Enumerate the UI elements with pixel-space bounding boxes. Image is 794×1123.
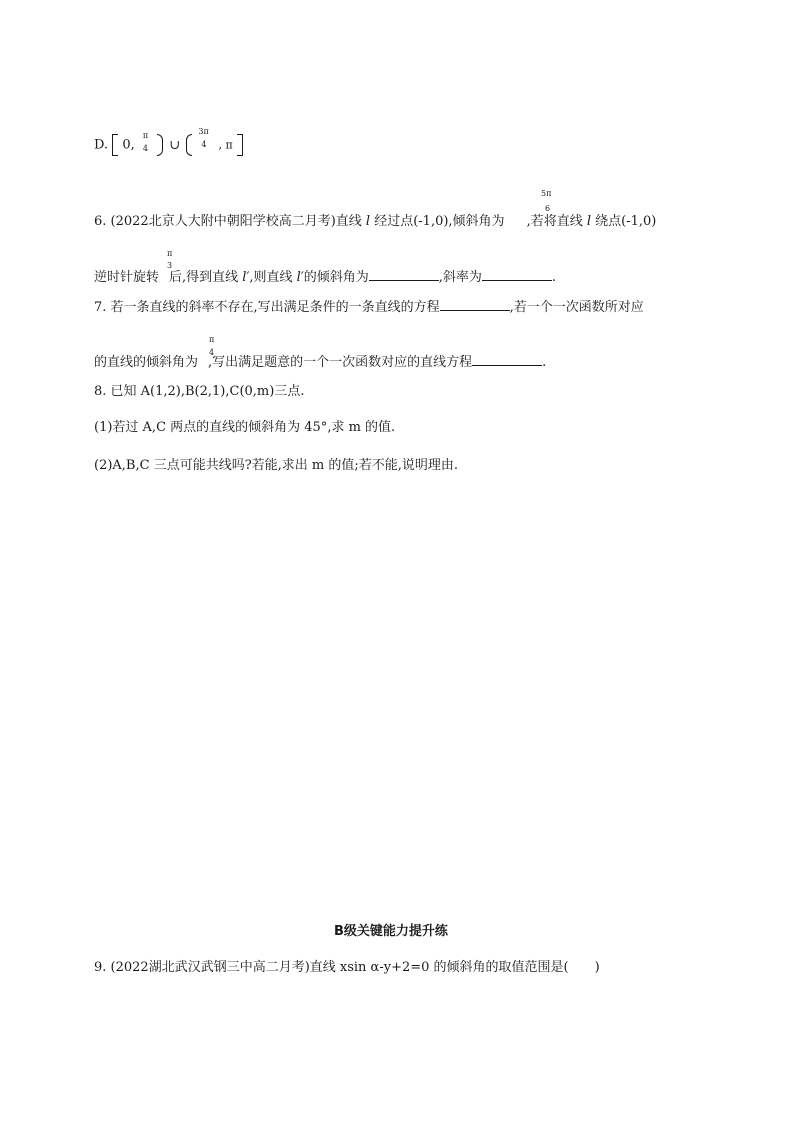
q8-part1: (1)若过 A,C 两点的直线的倾斜角为 45°,求 m 的值. <box>94 420 396 435</box>
answer-blank-slope[interactable] <box>482 279 552 281</box>
q9-stem: 9. (2022湖北武汉武钢三中高二月考)直线 xsin α-y+2=0 的倾斜角的取值范围是( ) <box>94 960 600 975</box>
q7-fraction-pi-4: π 4 <box>209 335 215 357</box>
q7-line2: 的直线的倾斜角为 ,写出满足题意的一个一次函数对应的直线方程 . <box>94 355 547 370</box>
q5-option-d <box>94 127 243 158</box>
q8-stem: 8. 已知 A(1,2),B(2,1),C(0,m)三点. <box>94 384 305 399</box>
answer-blank-equation-1[interactable] <box>440 309 510 311</box>
left-bracket-icon <box>112 134 118 156</box>
union-symbol: ∪ <box>169 137 181 153</box>
interval-end: , π <box>218 138 233 152</box>
right-paren-icon <box>157 134 163 156</box>
option-label: D. <box>94 137 109 153</box>
answer-blank-equation-2[interactable] <box>472 364 542 366</box>
q6-fraction-5pi-6: 5π 6 <box>541 189 552 213</box>
interval-start: 0, <box>122 137 135 153</box>
q7-line1: 7. 若一条直线的斜率不存在,写出满足条件的一条直线的方程 ,若一个一次函数所对应 <box>94 300 644 315</box>
q6-fraction-pi-3: π 3 <box>167 249 173 270</box>
section-b-title: B级关键能力提升练 <box>334 924 448 939</box>
answer-blank-angle[interactable] <box>369 279 439 281</box>
q8-part2: (2)A,B,C 三点可能共线吗?若能,求出 m 的值;若不能,说明理由. <box>94 458 459 473</box>
q6-line1: 6. (2022北京人大附中朝阳学校高二月考)直线 l 经过点(-1,0),倾斜角为 ,若将直线 l 绕点(-1,0) <box>94 214 657 229</box>
right-bracket-icon <box>237 134 243 156</box>
q6-line2: 逆时针旋转 后,得到直线 l′,则直线 l′的倾斜角为 ,斜率为 . <box>94 270 557 285</box>
fraction-3pi-over-4: 3π 4 <box>198 127 209 149</box>
left-paren-icon <box>186 134 192 156</box>
fraction-pi-over-4: π 4 <box>142 131 149 153</box>
